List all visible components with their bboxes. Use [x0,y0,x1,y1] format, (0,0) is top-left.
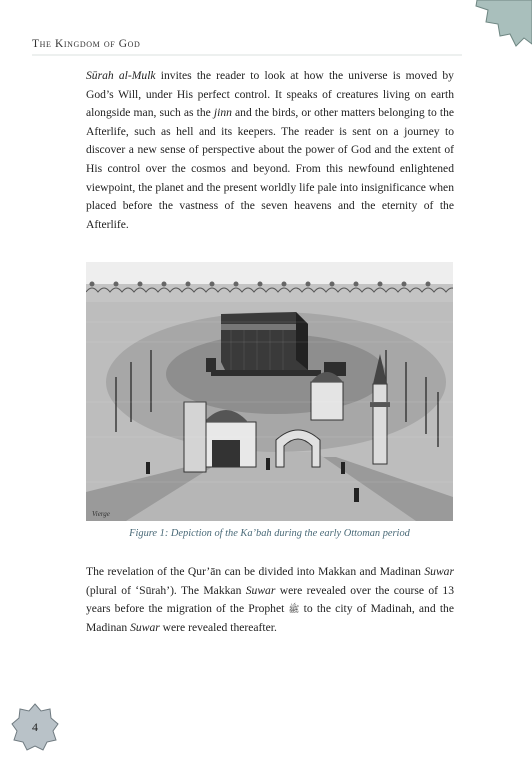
paragraph1-text-b: and the birds, or other matters belonging to the Afterlife, such as hell and its keepers. The reader is sent on a journey to discover a new sense of perspective about the power of God and the extent of His control over the cosmos and beyond. From this newfound enlightened viewpoint, the planet and the present worldly life pale into insignificance when placed before the vastness of the seven heavens and the eternity of the Afterlife. [86,106,455,231]
corner-star-ornament [472,0,532,48]
running-head-title: The Kingdom of God [32,38,141,50]
salutation-glyph: ﷺ [288,604,300,615]
paragraph1-text-a: invites the reader to look at how the universe is moved by God’s Will, under His perfect control. It speaks of creatures living on earth alongside man, such as the [86,69,454,120]
suwar-italic-2: Suwar [245,583,276,597]
svg-text:Vierge: Vierge [92,510,110,518]
figure-caption: Figure 1: Depiction of the Ka’bah during the early Ottoman period [129,528,410,539]
surah-name-italic: Sūrah al-Mulk [86,69,156,82]
paragraph2-text-b: (plural of ‘Sūrah’). The Makkan [86,583,246,597]
paragraph2-text-d: to the city of Madinah, and the Madinan [86,602,454,634]
jinn-italic: jinn [213,106,232,120]
kabah-engraving-image [86,262,453,521]
header-rule [32,54,462,56]
paragraph2-text-c: were revealed over the course of 13 years before the migration of the Prophet [86,583,454,616]
paragraph-revelation [86,563,454,637]
paragraph2-text-e: were revealed thereafter. [159,620,277,634]
paragraph-surah-al-mulk [86,67,454,234]
paragraph2-text-a: The revelation of the Qur’ān can be divided into Makkan and Madinan [86,565,425,578]
suwar-italic-3: Suwar [130,620,160,634]
suwar-italic-1: Suwar [424,565,454,578]
kabah-engraving-figure [86,262,453,521]
page-number: 4 [32,720,38,734]
